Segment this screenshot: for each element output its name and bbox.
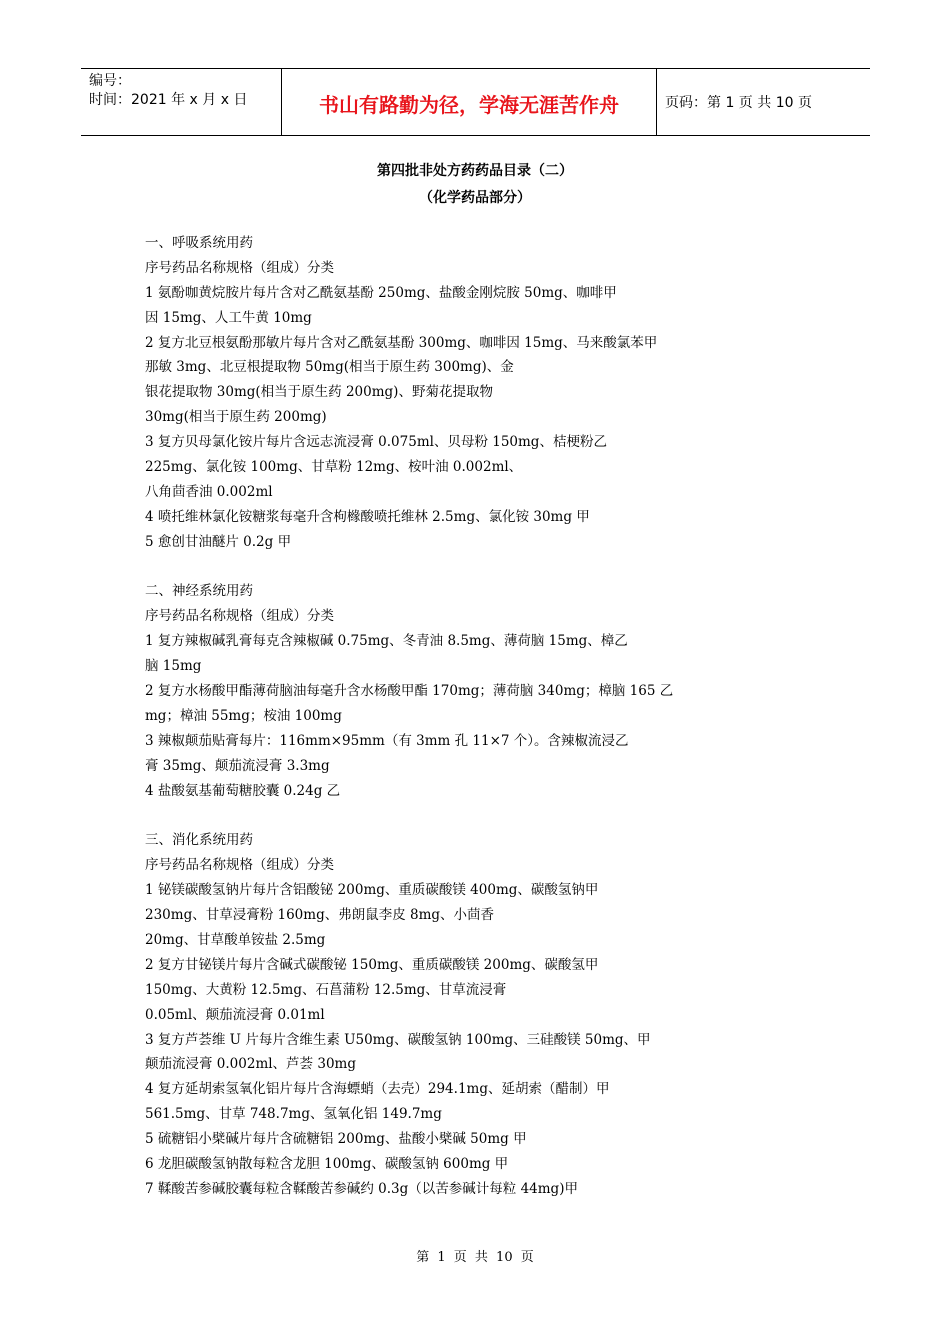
drug-entry-line: 2 复方北豆根氨酚那敏片每片含对乙酰氨基酚 300mg、咖啡因 15mg、马来酸氯苯甲 [145,334,658,351]
section-heading: 三、消化系统用药 [145,832,253,849]
drug-entry-line: 1 复方辣椒碱乳膏每克含辣椒碱 0.75mg、冬青油 8.5mg、薄荷脑 15mg、樟乙 [145,633,628,650]
drug-entry-line: 3 复方贝母氯化铵片每片含远志流浸膏 0.075ml、贝母粉 150mg、桔梗粉乙 [145,434,607,451]
drug-entry-line: 561.5mg、甘草 748.7mg、氢氧化铝 149.7mg [145,1106,442,1123]
drug-entry-line: 4 复方延胡索氢氧化铝片每片含海螵蛸（去壳）294.1mg、延胡索（醋制）甲 [145,1081,610,1098]
page-footer: 第 1 页 共 10 页 [416,1250,534,1265]
drug-entry-line: 因 15mg、人工牛黄 10mg [145,309,312,326]
drug-entry-line: 225mg、氯化铵 100mg、甘草粉 12mg、桉叶油 0.002ml、 [145,459,523,476]
table-header-line: 序号药品名称规格（组成）分类 [145,608,334,625]
document-subtitle: （化学药品部分） [419,190,531,206]
drug-entry-line: mg；樟油 55mg；桉油 100mg [145,707,342,724]
header-meta [81,69,281,135]
drug-entry-line: 脑 15mg [145,658,202,675]
drug-entry-line: 4 盐酸氨基葡萄糖胶囊 0.24g 乙 [145,782,341,799]
document-title: 第四批非处方药药品目录（二） [377,163,573,179]
section-gap [145,803,785,828]
header-motto: 书山有路勤为径，学海无涯苦作舟 [281,69,657,135]
drug-entry-line: 20mg、甘草酸单铵盐 2.5mg [145,931,326,948]
drug-entry-line: 3 复方芦荟维 U 片每片含维生素 U50mg、碳酸氢钠 100mg、三硅酸镁 50mg、甲 [145,1031,651,1048]
table-header-line: 序号药品名称规格（组成）分类 [145,259,334,276]
drug-entry-line: 1 氨酚咖黄烷胺片每片含对乙酰氨基酚 250mg、盐酸金刚烷胺 50mg、咖啡甲 [145,284,617,301]
drug-entry-line: 150mg、大黄粉 12.5mg、石菖蒲粉 12.5mg、甘草流浸膏 [145,981,507,998]
drug-entry-line: 4 喷托维林氯化铵糖浆每毫升含枸橼酸喷托维林 2.5mg、氯化铵 30mg 甲 [145,508,590,525]
drug-entry-line: 6 龙胆碳酸氢钠散每粒含龙胆 100mg、碳酸氢钠 600mg 甲 [145,1155,509,1172]
document-body [145,231,785,1202]
drug-entry-line: 3 辣椒颠茄贴膏每片：116mm×95mm（有 3mm 孔 11×7 个）。含辣椒流浸乙 [145,732,629,749]
drug-entry-line: 八角茴香油 0.002ml [145,483,273,500]
drug-entry-line: 1 铋镁碳酸氢钠片每片含铝酸铋 200mg、重质碳酸镁 400mg、碳酸氢钠甲 [145,882,599,899]
document-number-label: 编号： [89,73,131,89]
drug-entry-line: 银花提取物 30mg(相当于原生药 200mg)、野菊花提取物 [145,384,493,401]
drug-entry-line: 颠茄流浸膏 0.002ml、芦荟 30mg [145,1056,356,1073]
drug-entry-line: 230mg、甘草浸膏粉 160mg、弗朗鼠李皮 8mg、小茴香 [145,907,495,924]
document-header [81,68,870,136]
header-page-info: 页码：第 1 页 共 10 页 [665,95,812,111]
drug-entry-line: 5 硫糖铝小檗碱片每片含硫糖铝 200mg、盐酸小檗碱 50mg 甲 [145,1131,527,1148]
section-heading: 一、呼吸系统用药 [145,235,253,251]
section-gap [145,555,785,580]
section-heading: 二、神经系统用药 [145,583,253,600]
drug-entry-line: 30mg(相当于原生药 200mg) [145,409,327,426]
drug-entry-line: 那敏 3mg、北豆根提取物 50mg(相当于原生药 300mg)、金 [145,359,514,376]
document-date: 时间：2021 年 x 月 x 日 [89,92,248,108]
drug-entry-line: 膏 35mg、颠茄流浸膏 3.3mg [145,757,330,774]
table-header-line: 序号药品名称规格（组成）分类 [145,857,334,874]
drug-entry-line: 5 愈创甘油醚片 0.2g 甲 [145,533,292,550]
drug-entry-line: 0.05ml、颠茄流浸膏 0.01ml [145,1006,325,1023]
drug-entry-line: 2 复方甘铋镁片每片含碱式碳酸铋 150mg、重质碳酸镁 200mg、碳酸氢甲 [145,956,599,973]
drug-entry-line: 7 鞣酸苦参碱胶囊每粒含鞣酸苦参碱约 0.3g（以苦参碱计每粒 44mg)甲 [145,1180,578,1197]
drug-entry-line: 2 复方水杨酸甲酯薄荷脑油每毫升含水杨酸甲酯 170mg；薄荷脑 340mg；樟脑 165 乙 [145,683,674,700]
